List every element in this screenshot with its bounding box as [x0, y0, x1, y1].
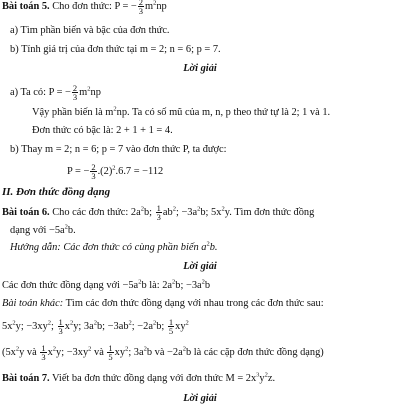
- problem6-answer: ($5x^2y$ và $\frac{1}{3}$ $x^2y$; $-3xy^2$ và $\frac{1}{5}$ $xy^2$; $3a^2b$ và $-2a^2b$ là các cặp đơn thức đồng dạng): [2, 343, 324, 362]
- solution-heading-6: Lời giải: [183, 261, 217, 272]
- solution-heading-7: Lời giải: [183, 393, 217, 404]
- problem5-solution-a-line3: Đơn thức có bậc là: 2 + 1 + 1 = 4.: [32, 125, 173, 136]
- problem5-solution-a-line2: Vậy phần biến là $m^2np$. Ta có số mũ của m, n, p theo thứ tự là 2; 1 và 1.: [32, 105, 331, 118]
- problem5-question-a: a) Tìm phần biến và bậc của đơn thức.: [10, 25, 170, 36]
- problem6-hint: Hướng dẫn: Các đơn thức có cùng phần biến $a^2b$.: [10, 240, 218, 253]
- fraction-1-3: $\frac{1}{3}$: [156, 203, 161, 222]
- problem5-label: Bài toán 5.: [2, 0, 50, 12]
- fraction-1-5: $\frac{1}{5}$: [168, 317, 174, 336]
- problem5-question-b: b) Tính giá trị của đơn thức tại m = 2; n = 6; p = 7.: [10, 44, 221, 55]
- problem6-statement: Bài toán 6. Cho các đơn thức: $2a^2b$; $\frac{1}{3}$ $ab^2$; $-3a^2b$; $5x^2y$. Tìm đơn thức đồng: [2, 203, 315, 222]
- problem5-statement: Bài toán 5. Cho đơn thức: P = − $\frac{2}{3}$ $m^2np$: [2, 0, 167, 16]
- fraction-1-3: $\frac{1}{3}$: [41, 343, 46, 362]
- problem5-solution-b: b) Thay m = 2; n = 6; p = 7 vào đơn thức P, ta được:: [10, 144, 227, 155]
- problem7-label: Bài toán 7.: [2, 373, 50, 384]
- fraction-1-5: $\frac{1}{5}$: [108, 343, 113, 362]
- problem6-statement-line2: dạng với $-5a^2b$.: [10, 223, 76, 236]
- section-title: II. Đơn thức đồng dạng: [2, 186, 111, 198]
- problem5-solution-b-equation: P = − $\frac{2}{3}$ $.(2)^2.6.7 = -112$: [67, 162, 164, 181]
- problem7-statement: Bài toán 7. Viết ba đơn thức đồng dạng với đơn thức $M = 2x^3y^2z$.: [2, 371, 276, 384]
- problem6-label: Bài toán 6.: [2, 206, 50, 218]
- fraction-1-3: $\frac{1}{3}$: [58, 317, 63, 336]
- fraction-2-3: $\frac{2}{3}$: [138, 0, 144, 16]
- problem5-solution-a: a) Ta có: P = − $\frac{2}{3}$ $m^2np$: [10, 83, 101, 102]
- solution-heading-5: Lời giải: [183, 63, 217, 74]
- problem6-monomial-list: $5x^2y$; $-3xy^2$; $\frac{1}{3}$ $x^2y$; $3a^2b$; $-3ab^2$; $-2a^2b$; $\frac{1}{5}$ $xy^2$: [2, 317, 189, 336]
- fraction-2-3: $\frac{2}{3}$: [91, 162, 96, 181]
- problem6-other: Bài toán khác: Tìm các đơn thức đồng dạng với nhau trong các đơn thức sau:: [2, 298, 324, 309]
- fraction-2-3: $\frac{2}{3}$: [72, 83, 78, 102]
- problem6-solution: Các đơn thức đồng dạng với $-5a^2b$ là: $2a^2b$; $-3a^2b$: [2, 278, 211, 291]
